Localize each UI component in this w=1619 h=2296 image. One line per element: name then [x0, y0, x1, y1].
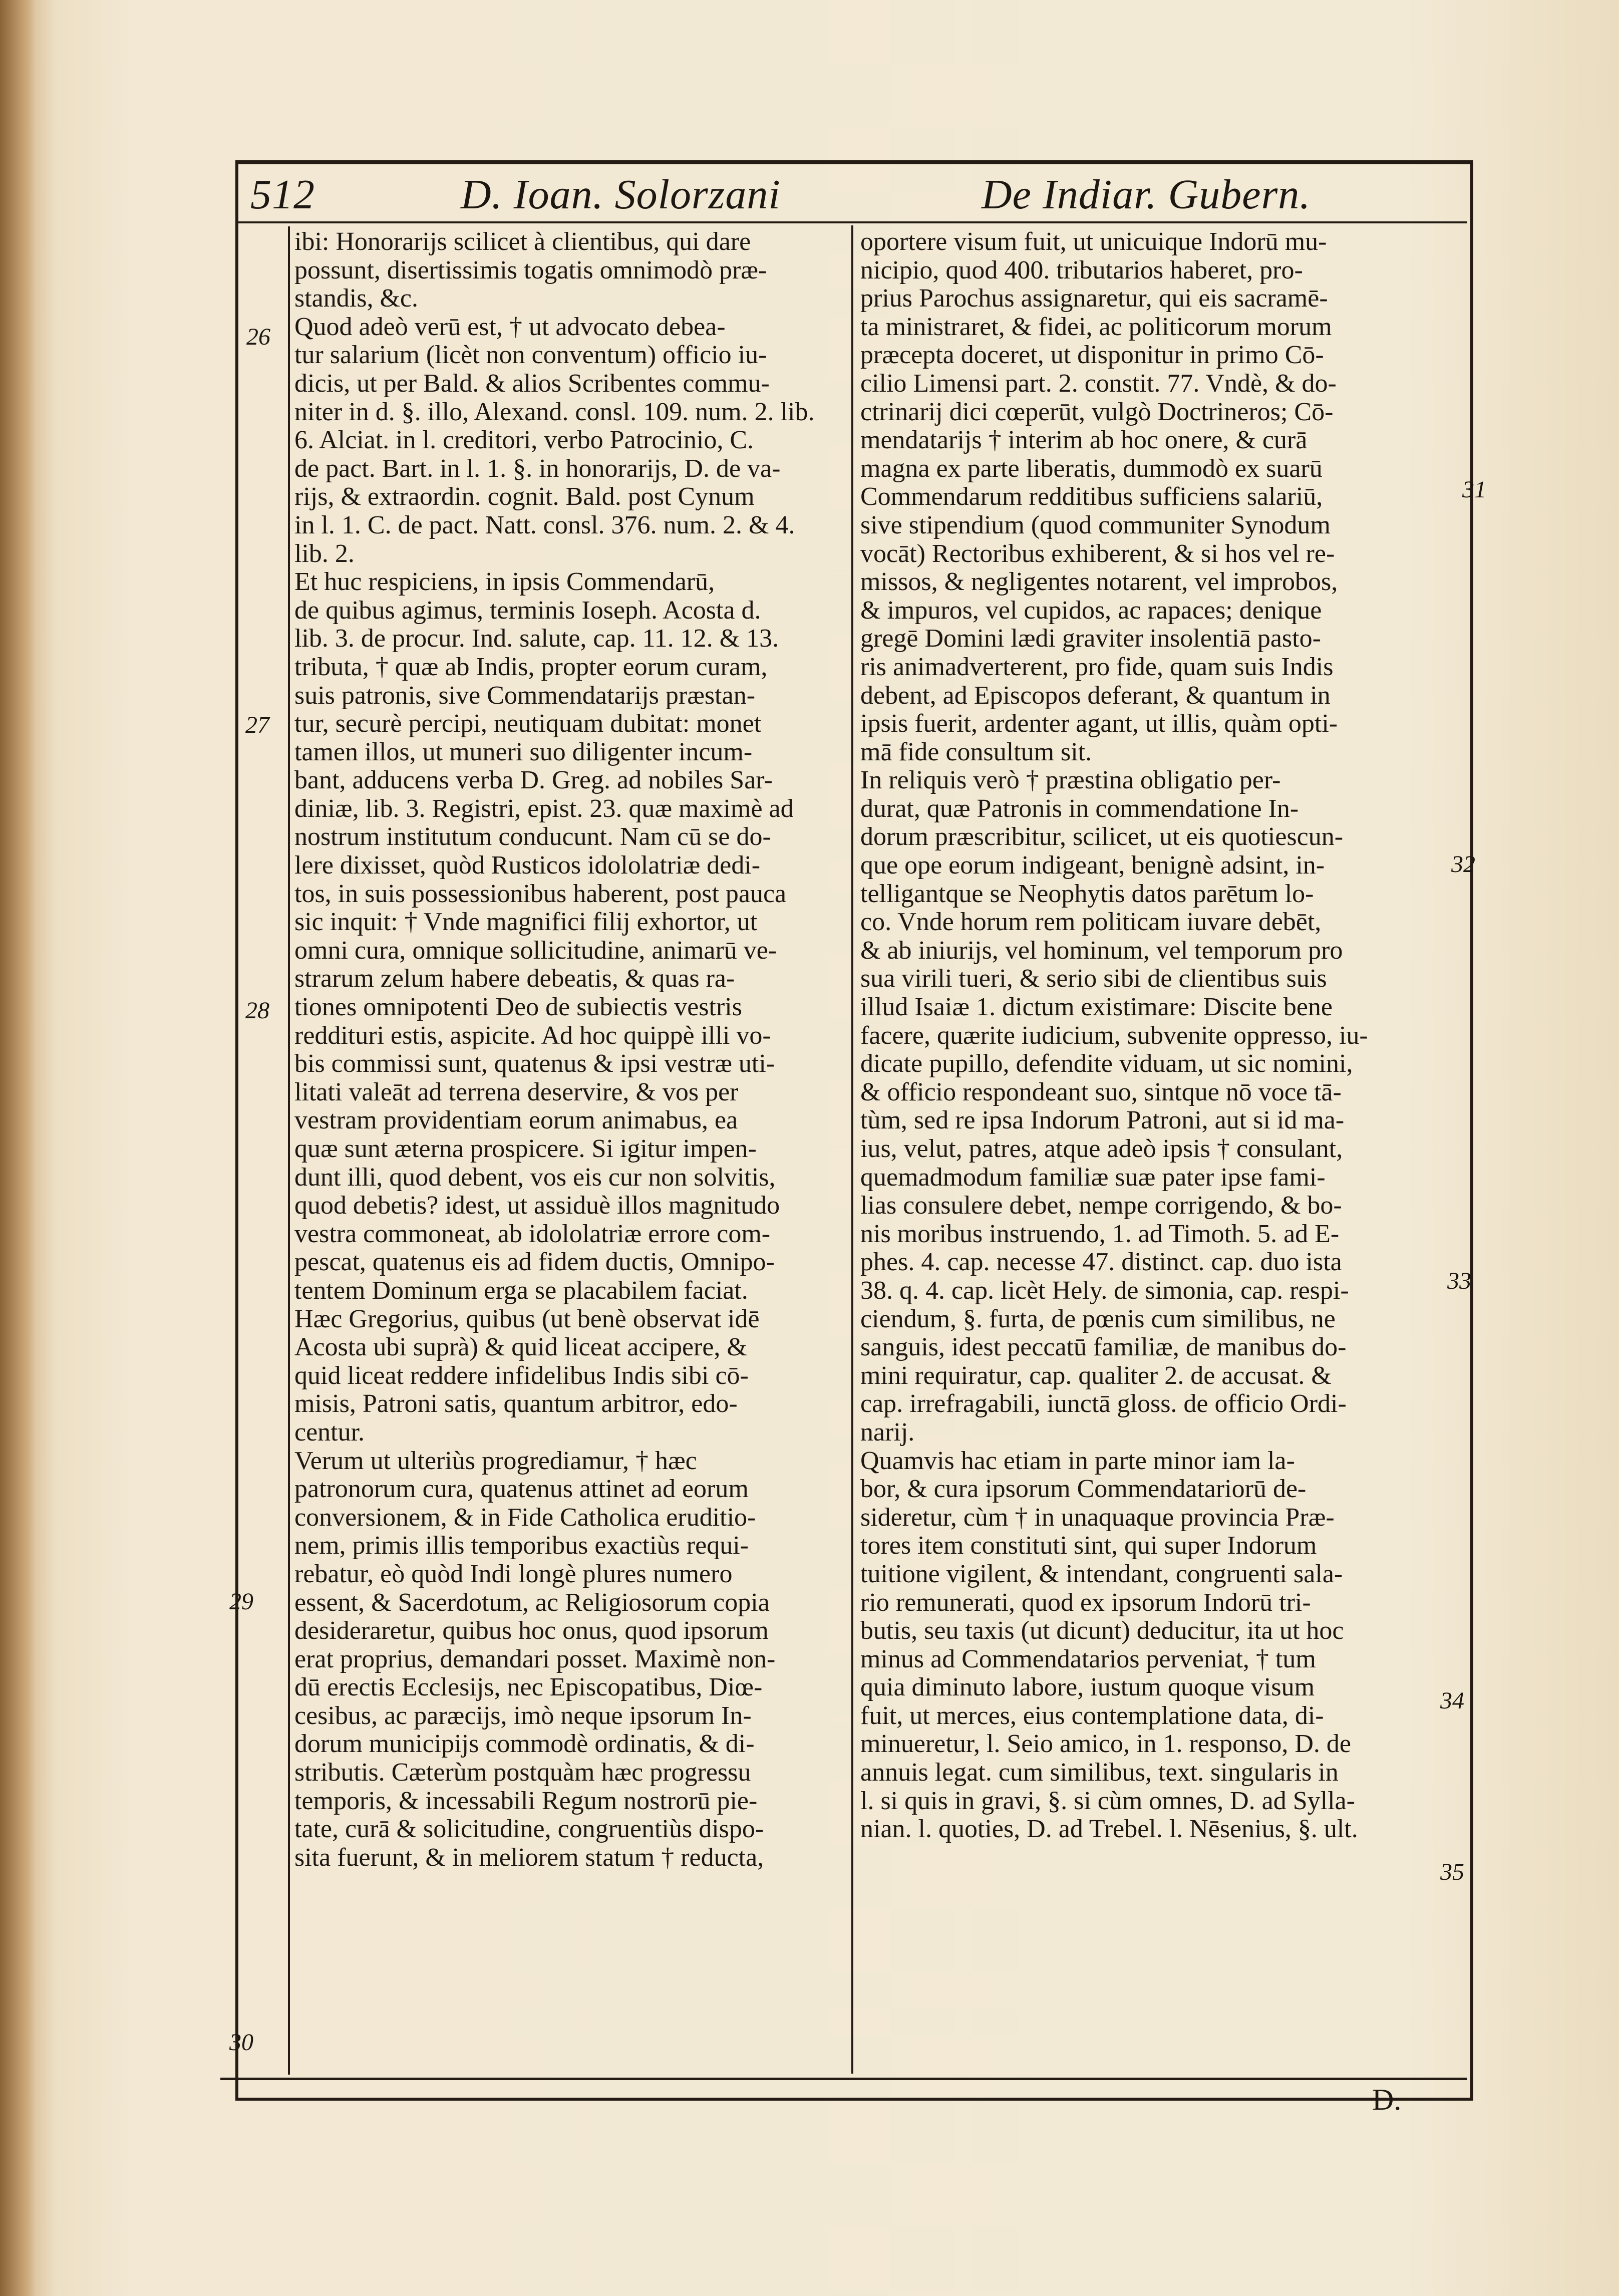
text-line: 38. q. 4. cap. licèt Hely. de simonia, cap. respi- [860, 1276, 1349, 1305]
text-line: dicate pupillo, defendite viduam, ut sic nomini, [860, 1049, 1353, 1078]
text-line: sanguis, idest peccatū familiæ, de manibus do- [860, 1333, 1347, 1362]
text-line: oportere visum fuit, ut unicuique Indorū mu- [860, 227, 1327, 256]
margin-number: 27 [245, 712, 269, 738]
text-line: quod debetis? idest, ut assiduè illos magnitudo [294, 1191, 780, 1220]
text-line: suis patronis, sive Commendatarijs præstan- [294, 681, 756, 710]
text-line: standis, &c. [294, 284, 418, 313]
text-line: fuit, ut merces, eius contemplatione data, di- [860, 1701, 1324, 1730]
text-line: tamen illos, ut muneri suo diligenter incum- [294, 737, 753, 766]
text-line: Quamvis hac etiam in parte minor iam la- [860, 1446, 1295, 1475]
right-column [860, 228, 1461, 1844]
text-line: vocāt) Rectoribus exhiberent, & si hos vel re- [860, 539, 1335, 568]
text-line: quid liceat reddere infidelibus Indis sibi cō- [294, 1361, 749, 1390]
margin-number: 29 [229, 1588, 253, 1615]
text-line: nostrum institutum conducunt. Nam cū se do- [294, 822, 771, 851]
text-line: vestram providentiam eorum animabus, ea [294, 1106, 738, 1135]
text-line: minus ad Commendatarios perveniat, † tum [860, 1644, 1316, 1673]
text-line: tur, securè percipi, neutiquam dubitat: monet [294, 709, 762, 738]
text-line: de quibus agimus, terminis Ioseph. Acosta d. [294, 596, 761, 625]
text-line: tentem Dominum erga se placabilem faciat. [294, 1276, 748, 1305]
text-line: 6. Alciat. in l. creditori, verbo Patrocinio, C. [294, 426, 754, 455]
text-line: Acosta ubi suprà) & quid liceat accipere, & [294, 1333, 747, 1362]
text-line: de pact. Bart. in l. 1. §. in honorarijs, D. de va- [294, 454, 781, 483]
text-line: quemadmodum familiæ suæ pater ipse fami- [860, 1163, 1326, 1192]
text-line: gregē Domini lædi graviter insolentiā pasto- [860, 624, 1321, 653]
text-line: ciendum, §. furta, de pœnis cum similibus, ne [860, 1304, 1336, 1333]
margin-number: 35 [1440, 1859, 1464, 1885]
text-line: tos, in suis possessionibus haberent, post pauca [294, 879, 787, 908]
text-line: durat, quæ Patronis in commendatione In- [860, 794, 1299, 823]
text-line: Hæc Gregorius, quibus (ut benè observat idē [294, 1304, 760, 1333]
text-line: mendatarijs † interim ab hoc onere, & curā [860, 426, 1308, 455]
text-line: ris animadverterent, pro fide, quam suis Indis [860, 652, 1334, 681]
page-number: 512 [250, 171, 315, 218]
text-line: conversionem, & in Fide Catholica eruditio- [294, 1503, 756, 1532]
text-line: essent, & Sacerdotum, ac Religiosorum copia [294, 1588, 770, 1617]
left-column [294, 228, 845, 1872]
text-line: annuis legat. cum similibus, text. singularis in [860, 1758, 1339, 1787]
text-line: lib. 2. [294, 539, 355, 568]
text-line: cesibus, ac paræcijs, imò neque ipsorum In- [294, 1701, 752, 1730]
running-author: D. Ioan. Solorzani [461, 171, 781, 218]
text-line: l. si quis in gravi, §. si cùm omnes, D. ad Sylla- [860, 1786, 1355, 1815]
text-line: butis, seu taxis (ut dicunt) deducitur, ita ut hoc [860, 1616, 1344, 1645]
text-line: pescat, quatenus eis ad fidem ductis, Omnipo- [294, 1248, 775, 1277]
text-line: desideraretur, quibus hoc onus, quod ipsorum [294, 1616, 769, 1645]
text-line: patronorum cura, quatenus attinet ad eorum [294, 1475, 749, 1504]
text-line: sic inquit: † Vnde magnifici filij exhortor, ut [294, 908, 758, 937]
text-line: centur. [294, 1417, 365, 1447]
running-header [250, 170, 1452, 225]
margin-number: 33 [1447, 1268, 1471, 1294]
text-line: mā fide consultum sit. [860, 737, 1092, 766]
text-line: dunt illi, quod debent, vos eis cur non solvitis, [294, 1163, 776, 1192]
text-line: tùm, sed re ipsa Indorum Patroni, aut si id ma- [860, 1106, 1345, 1135]
text-line: rijs, & extraordin. cognit. Bald. post Cynum [294, 482, 755, 511]
text-line: rio remunerati, quod ex ipsorum Indorū tri- [860, 1588, 1311, 1617]
text-line: minueretur, l. Seio amico, in 1. responso, D. de [860, 1730, 1351, 1759]
running-title: De Indiar. Gubern. [982, 171, 1311, 218]
bottom-rule [220, 2078, 1467, 2080]
text-line: vestra commoneat, ab idololatriæ errore com- [294, 1219, 771, 1248]
text-line: nicipio, quod 400. tributarios haberet, pro- [860, 255, 1303, 284]
text-line: cap. irrefragabili, iunctā gloss. de officio Ordi- [860, 1389, 1347, 1418]
text-line: ibi: Honorarijs scilicet à clientibus, qui dare [294, 227, 751, 256]
text-line: que ope eorum indigeant, benignè adsint, in- [860, 851, 1325, 880]
text-line: stributis. Cæterùm postquàm hæc progressu [294, 1758, 751, 1787]
text-line: quia diminuto labore, iustum quoque visum [860, 1673, 1315, 1702]
text-line: Quod adeò verū est, † ut advocato debea- [294, 312, 726, 341]
margin-number: 34 [1440, 1687, 1464, 1714]
text-line: sua virili tueri, & serio sibi de clientibus suis [860, 964, 1327, 993]
margin-number: 31 [1462, 476, 1486, 503]
text-line: in l. 1. C. de pact. Natt. consl. 376. num. 2. & 4. [294, 510, 795, 539]
text-line: tate, curā & solicitudine, congruentiùs dispo- [294, 1815, 764, 1844]
text-line: dorum præscribitur, scilicet, ut eis quotiescun- [860, 822, 1344, 851]
margin-number: 30 [229, 2029, 253, 2056]
text-line: & officio respondeant suo, sintque nō voce tā- [860, 1077, 1342, 1106]
text-line: lere dixisset, quòd Rusticos idololatriæ dedi- [294, 851, 761, 880]
text-line: In reliquis verò † præstina obligatio per- [860, 766, 1281, 795]
text-line: litati valeāt ad terrena deservire, & vos per [294, 1077, 739, 1106]
text-line: dū erectis Ecclesijs, nec Episcopatibus, Diœ- [294, 1673, 763, 1702]
text-line: narij. [860, 1417, 915, 1447]
text-line: tuitione vigilent, & intendant, congruenti sala- [860, 1559, 1343, 1588]
text-line: erat proprius, demandari posset. Maximè non- [294, 1644, 776, 1673]
text-line: præcepta doceret, ut disponitur in primo Cō- [860, 341, 1324, 370]
text-line: nem, primis illis temporibus exactiùs requi- [294, 1531, 749, 1560]
text-line: quæ sunt æterna prospicere. Si igitur impen- [294, 1134, 757, 1163]
text-line: bor, & cura ipsorum Commendatariorū de- [860, 1475, 1307, 1504]
text-line: sive stipendium (quod communiter Synodum [860, 510, 1331, 539]
text-line: bis commissi sunt, quatenus & ipsi vestræ uti- [294, 1049, 775, 1078]
text-line: misis, Patroni satis, quantum arbitror, edo- [294, 1389, 738, 1418]
margin-number: 26 [246, 324, 270, 350]
text-line: strarum zelum habere debeatis, & quas ra- [294, 964, 735, 993]
text-line: dicis, ut per Bald. & alios Scribentes commu- [294, 369, 770, 398]
text-line: lias consulere debet, nempe corrigendo, & bo- [860, 1191, 1342, 1220]
text-line: reddituri estis, aspicite. Ad hoc quippè illi vo- [294, 1021, 771, 1050]
text-line: illud Isaiæ 1. dictum existimare: Discite bene [860, 993, 1333, 1022]
text-line: & ab iniurijs, vel hominum, vel temporum pro [860, 936, 1343, 965]
text-line: temporis, & incessabili Regum nostrorū pie- [294, 1786, 758, 1815]
margin-number: 28 [245, 997, 269, 1024]
text-line: Et huc respiciens, in ipsis Commendarū, [294, 567, 715, 597]
text-line: Verum ut ulteriùs progrediamur, † hæc [294, 1446, 697, 1475]
text-line: cilio Limensi part. 2. constit. 77. Vndè, & do- [860, 369, 1337, 398]
margin-number: 32 [1451, 851, 1475, 878]
text-line: diniæ, lib. 3. Registri, epist. 23. quæ maximè ad [294, 794, 794, 823]
text-line: telligantque se Neophytis datos parētum lo- [860, 879, 1314, 908]
text-line: nis moribus instruendo, 1. ad Timoth. 5. ad E- [860, 1219, 1340, 1248]
text-line: omni cura, omnique sollicitudine, animarū ve- [294, 936, 777, 965]
text-line: tiones omnipotenti Deo de subiectis vestris [294, 993, 742, 1022]
text-line: tur salarium (licèt non conventum) officio iu- [294, 341, 767, 370]
text-line: co. Vnde horum rem politicam iuvare debēt, [860, 908, 1322, 937]
text-line: sita fuerunt, & in meliorem statum † reducta, [294, 1843, 764, 1872]
text-line: tributa, † quæ ab Indis, propter eorum curam, [294, 652, 768, 681]
text-line: nian. l. quoties, D. ad Trebel. l. Nēsenius, §. ult. [860, 1815, 1358, 1844]
text-line: sideretur, cùm † in unaquaque provincia Præ- [860, 1503, 1335, 1532]
text-line: facere, quærite iudicium, subvenite oppresso, iu- [860, 1021, 1368, 1050]
text-line: phes. 4. cap. necesse 47. distinct. cap. duo ista [860, 1248, 1342, 1277]
column-rule [851, 225, 853, 2074]
book-gutter [0, 0, 35, 2296]
text-line: mini requiratur, cap. qualiter 2. de accusat. & [860, 1361, 1332, 1390]
text-line: niter in d. §. illo, Alexand. consl. 109. num. 2. lib. [294, 397, 815, 426]
text-line: dorum municipijs commodè ordinatis, & di- [294, 1730, 755, 1759]
text-line: rebatur, eò quòd Indi longè plures numero [294, 1559, 733, 1588]
text-line: Commendarum redditibus sufficiens salariū, [860, 482, 1323, 511]
text-line: debent, ad Episcopos deferant, & quantum in [860, 681, 1331, 710]
text-line: bant, adducens verba D. Greg. ad nobiles Sar- [294, 766, 773, 795]
text-line: ipsis fuerit, ardenter agant, ut illis, quàm opti- [860, 709, 1338, 738]
text-line: tores item constituti sint, qui super Indorum [860, 1531, 1317, 1560]
text-line: possunt, disertissimis togatis omnimodò præ- [294, 255, 767, 284]
text-line: ius, velut, patres, atque adeò ipsis † consulant, [860, 1134, 1343, 1163]
text-line: magna ex parte liberatis, dummodò ex suarū [860, 454, 1323, 483]
text-line: ctrinarij dici cœperūt, vulgò Doctrineros; Cō- [860, 397, 1334, 426]
catchword: D. [1372, 2083, 1402, 2116]
text-line: & impuros, vel cupidos, ac rapaces; denique [860, 596, 1322, 625]
text-line: missos, & negligentes notarent, vel improbos, [860, 567, 1338, 597]
text-line: ta ministraret, & fidei, ac politicorum morum [860, 312, 1332, 341]
text-line: prius Parochus assignaretur, qui eis sacramē- [860, 284, 1328, 313]
text-line: lib. 3. de procur. Ind. salute, cap. 11. 12. & 13. [294, 624, 779, 653]
